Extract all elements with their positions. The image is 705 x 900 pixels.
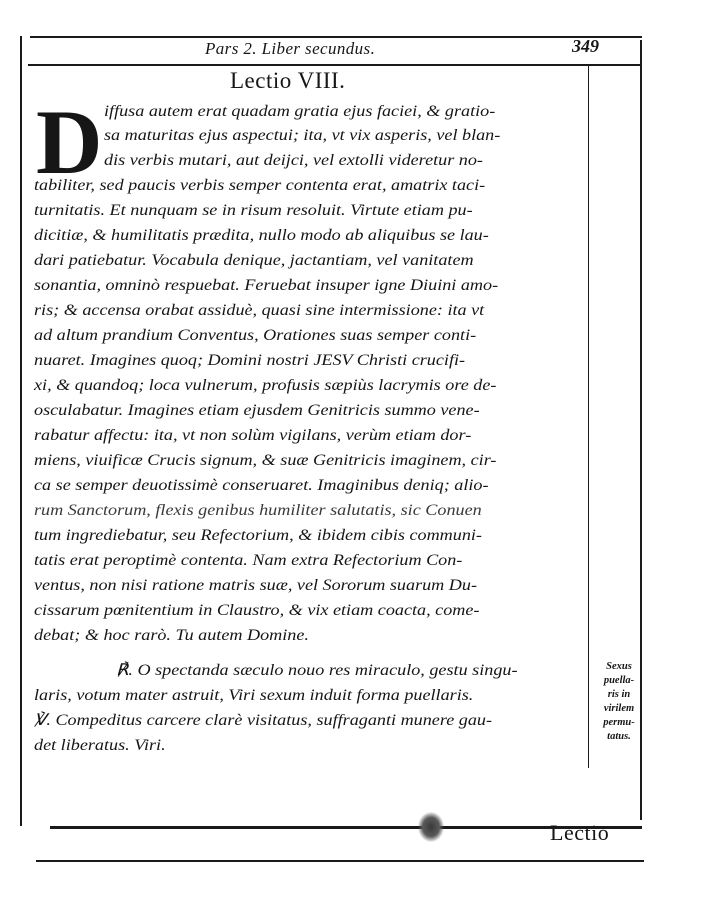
text-line: osculabatur. Imagines etiam ejusdem Genitricis summo vene- [34, 401, 480, 419]
text-line: ad altum prandium Conventus, Orationes suas semper conti- [34, 326, 477, 344]
text-line: dicitiæ, & humilitatis prædita, nullo modo ab aliquibus se lau- [34, 226, 489, 244]
margin-divider-rule [588, 66, 589, 768]
margin-note-line: Sexus [606, 661, 632, 672]
text-line: sa maturitas ejus aspectui; ita, vt vix asperis, vel blan- [104, 126, 501, 144]
margin-note-line: tatus. [607, 731, 631, 742]
text-line: det liberatus. Viri. [34, 736, 166, 754]
catchword: Lectio [550, 820, 610, 845]
margin-note-line: puella- [603, 675, 635, 686]
page-number: 349 [572, 36, 599, 56]
lesson-title: Lectio VIII. [230, 68, 346, 93]
text-line: tum ingrediebatur, seu Refectorium, & ibidem cibis communi- [34, 526, 482, 544]
text-line: ℟. O spectanda sæculo nouo res miraculo, gestu singu- [116, 661, 518, 679]
running-head: Pars 2. Liber secundus. [205, 39, 376, 58]
text-line: xi, & quandoq; loca vulnerum, profusis sæpiùs lacrymis ore de- [34, 376, 497, 394]
text-line: dari patiebatur. Vocabula denique, jactantiam, vel vanitatem [34, 251, 474, 269]
text-line: ventus, non nisi ratione matris suæ, vel Sororum suarum Du- [34, 576, 478, 594]
text-line: rabatur affectu: ita, vt non solùm vigilans, verùm etiam dor- [34, 426, 472, 444]
drop-capital: D [36, 91, 103, 193]
margin-note-line: permu- [603, 717, 635, 728]
header-rule [28, 64, 640, 66]
margin-note [597, 660, 641, 744]
text-line: dis verbis mutari, aut deijci, vel extolli videretur no- [104, 151, 483, 169]
text-line: laris, votum mater astruit, Viri sexum induit forma puellaris. [34, 686, 474, 704]
text-line: miens, viuificæ Crucis signum, & suæ Genitricis imaginem, cir- [34, 451, 497, 469]
margin-note-line: ris in [607, 689, 631, 700]
text-line: turnitatis. Et nunquam se in risum resoluit. Virtute etiam pu- [34, 201, 473, 219]
margin-note-line: virilem [603, 703, 635, 714]
text-line: sonantia, omninò respuebat. Feruebat insuper igne Diuini amo- [34, 276, 499, 294]
text-line: tatis erat peroptimè contenta. Nam extra Refectorium Con- [34, 551, 463, 569]
ink-smudge [418, 812, 444, 842]
text-line: tabiliter, sed paucis verbis semper contenta erat, amatrix taci- [34, 176, 486, 194]
text-line: ℣. Compeditus carcere clarè visitatus, suffraganti munere gau- [34, 711, 493, 729]
text-line: cissarum pœnitentium in Claustro, & vix etiam coacta, come- [34, 601, 480, 619]
text-line: ris; & accensa orabat assiduè, quasi sine intermissione: ita vt [34, 301, 485, 319]
text-line: debat; & hoc rarò. Tu autem Domine. [34, 626, 309, 644]
text-line: rum Sanctorum, flexis genibus humiliter salutatis, sic Conuen [34, 501, 482, 519]
text-line: ca se semper deuotissimè conseruaret. Imaginibus deniq; alio- [34, 476, 489, 494]
left-frame-rule [20, 36, 22, 826]
text-line: iffusa autem erat quadam gratia ejus faciei, & gratio- [104, 102, 496, 120]
footer-rule [36, 860, 644, 862]
top-rule [30, 36, 642, 38]
text-line: nuaret. Imagines quoq; Domini nostri JESV Christi crucifi- [34, 351, 466, 369]
